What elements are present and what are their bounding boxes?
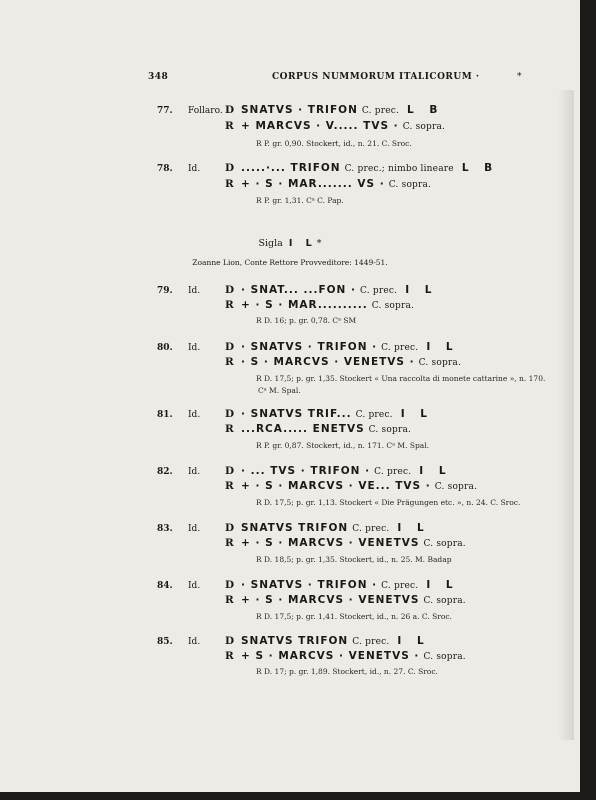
header-mark: *	[517, 72, 522, 82]
entry-reference: R D. 17,5; p. gr. 1,13. Stockert « Die Prägungen etc. », n. 24. C. Sroc.	[256, 498, 521, 507]
running-title	[272, 72, 480, 82]
reverse-symbol: R	[225, 594, 234, 606]
obverse-sigla: L B	[407, 104, 444, 116]
running-header	[148, 72, 522, 86]
obverse-description: C. prec.	[352, 524, 390, 534]
obverse-description: C. prec.	[381, 581, 419, 591]
obverse-line	[225, 284, 437, 296]
reverse-legend: + · S · MARCVS · VE... TVS ·	[241, 480, 431, 492]
reverse-description: C. sopra.	[434, 482, 478, 492]
reverse-line	[225, 120, 445, 132]
sigla-suffix: *	[316, 238, 322, 249]
reverse-line	[225, 423, 411, 435]
reverse-legend: + S · MARCVS · VENETVS ·	[241, 650, 420, 662]
scan-edge-right	[580, 0, 596, 800]
entry-type: Id.	[188, 286, 201, 296]
entry-number: 78.	[157, 164, 173, 174]
reverse-symbol: R	[225, 356, 234, 368]
obverse-legend: SNATVS · TRIFON	[241, 104, 358, 116]
entry-type: Id.	[188, 467, 201, 477]
reverse-legend: + · S · MAR..........	[241, 299, 368, 311]
show-through-shadow	[558, 90, 574, 740]
reverse-line	[225, 594, 466, 606]
reverse-line	[225, 537, 466, 549]
reverse-legend: + · S · MARCVS · VENETVS	[241, 594, 420, 606]
sigla-heading	[0, 238, 580, 249]
entry-type: Id.	[188, 343, 201, 353]
reverse-legend: + MARCVS · V..... TVS ·	[241, 120, 399, 132]
reverse-symbol: R	[225, 299, 234, 311]
scan-edge-bottom	[0, 792, 596, 800]
running-title-dash: ·	[475, 72, 480, 82]
obverse-symbol: D	[225, 104, 235, 116]
reverse-description: C. sopra.	[423, 539, 466, 549]
entry-type: Id.	[188, 164, 201, 174]
sigla-label: Sigla	[258, 238, 283, 249]
reverse-line	[225, 650, 466, 662]
entry-type: Id.	[188, 524, 201, 534]
reverse-line	[225, 178, 431, 190]
entry-number: 77.	[157, 106, 173, 116]
reverse-symbol: R	[225, 178, 234, 190]
magistrate-line: Zoanne Lion, Conte Rettore Provveditore: 1449-51.	[192, 258, 388, 267]
obverse-legend: · ... TVS · TRIFON ·	[241, 465, 371, 477]
obverse-legend: SNATVS TRIFON	[241, 522, 349, 534]
entry-reference: R D. 17,5; p. gr. 1,35. Stockert « Una raccolta di monete cattarine », n. 170.	[256, 374, 546, 383]
entry-number: 83.	[157, 524, 173, 534]
obverse-description: C. prec.	[374, 467, 412, 477]
entry-number: 84.	[157, 581, 173, 591]
obverse-line	[225, 635, 430, 647]
reverse-description: C. sopra.	[371, 301, 415, 311]
reverse-description: C. sopra.	[368, 425, 412, 435]
obverse-sigla: I L	[426, 341, 459, 353]
entry-collection: Cᵃ M. Spal.	[258, 386, 301, 395]
entry-reference: R D. 17,5; p. gr. 1,41. Stockert, id., n. 26 a. C. Sroc.	[256, 612, 452, 621]
obverse-legend: · SNATVS · TRIFON ·	[241, 579, 378, 591]
obverse-sigla: I L	[397, 635, 430, 647]
obverse-sigla: I L	[400, 408, 434, 420]
reverse-legend: · S · MARCVS · VENETVS ·	[241, 356, 415, 368]
obverse-legend: SNATVS TRIFON	[241, 635, 349, 647]
obverse-line	[225, 162, 498, 174]
obverse-line	[225, 465, 452, 477]
entry-type: Id.	[188, 637, 201, 647]
obverse-legend: · SNAT... ...FON ·	[241, 284, 356, 296]
reverse-legend: + · S · MAR....... VS ·	[241, 178, 385, 190]
reverse-line	[225, 356, 461, 368]
reverse-line	[225, 299, 414, 311]
entry-type: Id.	[188, 410, 201, 420]
reverse-legend: + · S · MARCVS · VENETVS	[241, 537, 420, 549]
obverse-sigla: L B	[461, 162, 499, 174]
entry-number: 81.	[157, 410, 173, 420]
obverse-description: C. prec.	[360, 286, 398, 296]
obverse-line	[225, 408, 433, 420]
entry-reference: R D. 18,5; p. gr. 1,35. Stockert, id., n. 25. M. Badap	[256, 555, 452, 564]
obverse-symbol: D	[225, 162, 235, 174]
entry-reference: R P. gr. 0,87. Stockert, id., n. 171. Cᵃ M. Spal.	[256, 441, 430, 450]
entry-reference: R D. 17; p. gr. 1,89. Stockert, id., n. 27. C. Sroc.	[256, 667, 438, 676]
reverse-description: C. sopra.	[418, 358, 462, 368]
reverse-description: C. sopra.	[423, 596, 466, 606]
obverse-symbol: D	[225, 284, 235, 296]
obverse-legend: · SNATVS TRIF...	[241, 408, 352, 420]
entry-reference: R D. 16; p. gr. 0,78. Cᵃ SM	[256, 316, 357, 325]
reverse-symbol: R	[225, 650, 234, 662]
sigla-letters: I L	[288, 238, 317, 249]
entry-number: 82.	[157, 467, 173, 477]
obverse-symbol: D	[225, 341, 235, 353]
reverse-symbol: R	[225, 480, 234, 492]
obverse-symbol: D	[225, 522, 235, 534]
obverse-sigla: I L	[405, 284, 438, 296]
entry-reference: R P. gr. 0,90. Stockert, id., n. 21. C. Sroc.	[256, 139, 412, 148]
reverse-symbol: R	[225, 120, 234, 132]
obverse-sigla: I L	[419, 465, 452, 477]
obverse-line	[225, 104, 443, 116]
obverse-symbol: D	[225, 408, 235, 420]
obverse-symbol: D	[225, 579, 235, 591]
entry-type: Follaro.	[188, 106, 223, 116]
reverse-description: C. sopra.	[423, 652, 466, 662]
entry-number: 85.	[157, 637, 173, 647]
entry-type: Id.	[188, 581, 201, 591]
obverse-legend: · SNATVS · TRIFON ·	[241, 341, 378, 353]
entry-number: 79.	[157, 286, 173, 296]
obverse-line	[225, 522, 430, 534]
reverse-description: C. sopra.	[402, 122, 446, 132]
obverse-line	[225, 579, 459, 591]
reverse-symbol: R	[225, 537, 234, 549]
obverse-legend: .....·... TRIFON	[241, 162, 341, 174]
reverse-line	[225, 480, 477, 492]
obverse-description: C. prec.	[355, 410, 393, 420]
reverse-symbol: R	[225, 423, 234, 435]
obverse-sigla: I L	[397, 522, 430, 534]
obverse-description: C. prec.	[381, 343, 419, 353]
entry-number: 80.	[157, 343, 173, 353]
obverse-line	[225, 341, 459, 353]
reverse-description: C. sopra.	[388, 180, 432, 190]
obverse-symbol: D	[225, 635, 235, 647]
running-title-text: CORPUS NUMMORUM ITALICORUM	[272, 72, 473, 82]
obverse-sigla: I L	[426, 579, 459, 591]
obverse-description: C. prec.	[352, 637, 390, 647]
entry-reference: R P. gr. 1,31. Cᵃ C. Pap.	[256, 196, 344, 205]
reverse-legend: ...RCA..... ENETVS	[241, 423, 365, 435]
obverse-description: C. prec.; nimbo lineare	[344, 164, 454, 174]
obverse-description: C. prec.	[361, 106, 400, 116]
obverse-symbol: D	[225, 465, 235, 477]
page-number: 348	[148, 72, 169, 82]
